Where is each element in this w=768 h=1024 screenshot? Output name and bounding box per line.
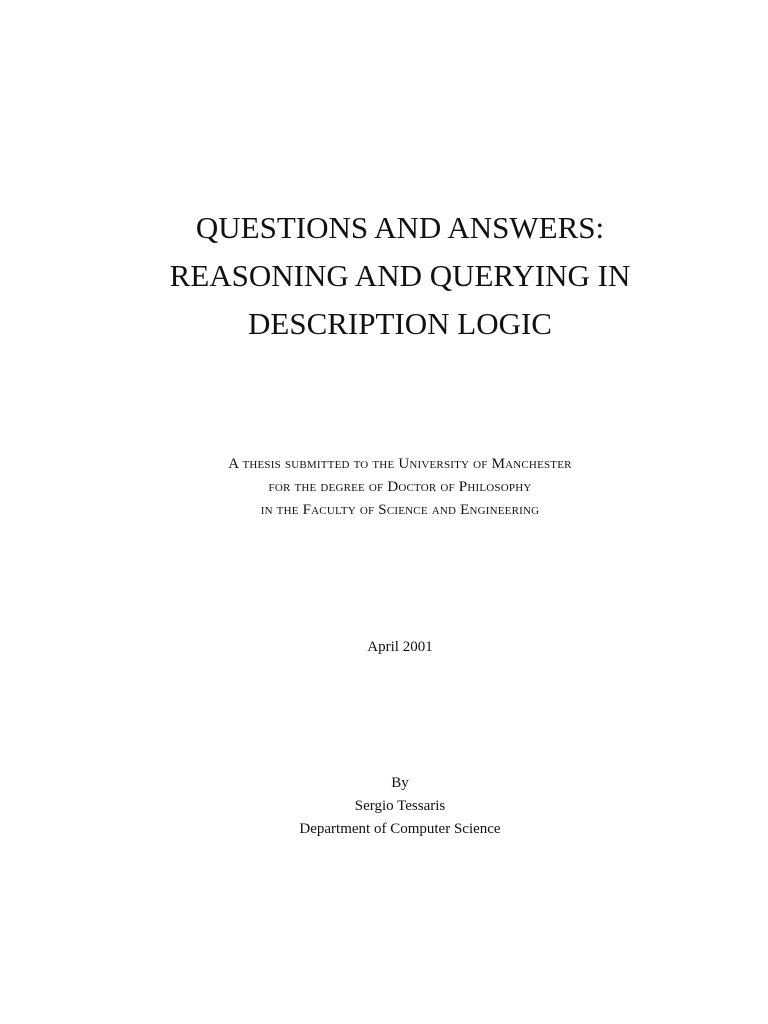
thesis-title-line-1: QUESTIONS AND ANSWERS: [195,210,605,245]
thesis-title [0,204,768,348]
thesis-title-line-3: DESCRIPTION LOGIC [248,306,552,341]
submission-line-2: for the degree of Doctor of Philosophy [268,479,532,495]
submission-statement [0,453,768,522]
author-name: Sergio Tessaris [354,798,446,814]
submission-line-1: A thesis submitted to the University of Manchester [228,456,572,472]
submission-line-3: in the Faculty of Science and Engineering [260,502,540,518]
author-info [0,772,768,841]
author-by-label: By [391,775,409,791]
author-department: Department of Computer Science [299,821,501,837]
submission-date: April 2001 [367,639,433,655]
thesis-title-line-2: REASONING AND QUERYING IN [169,258,631,293]
